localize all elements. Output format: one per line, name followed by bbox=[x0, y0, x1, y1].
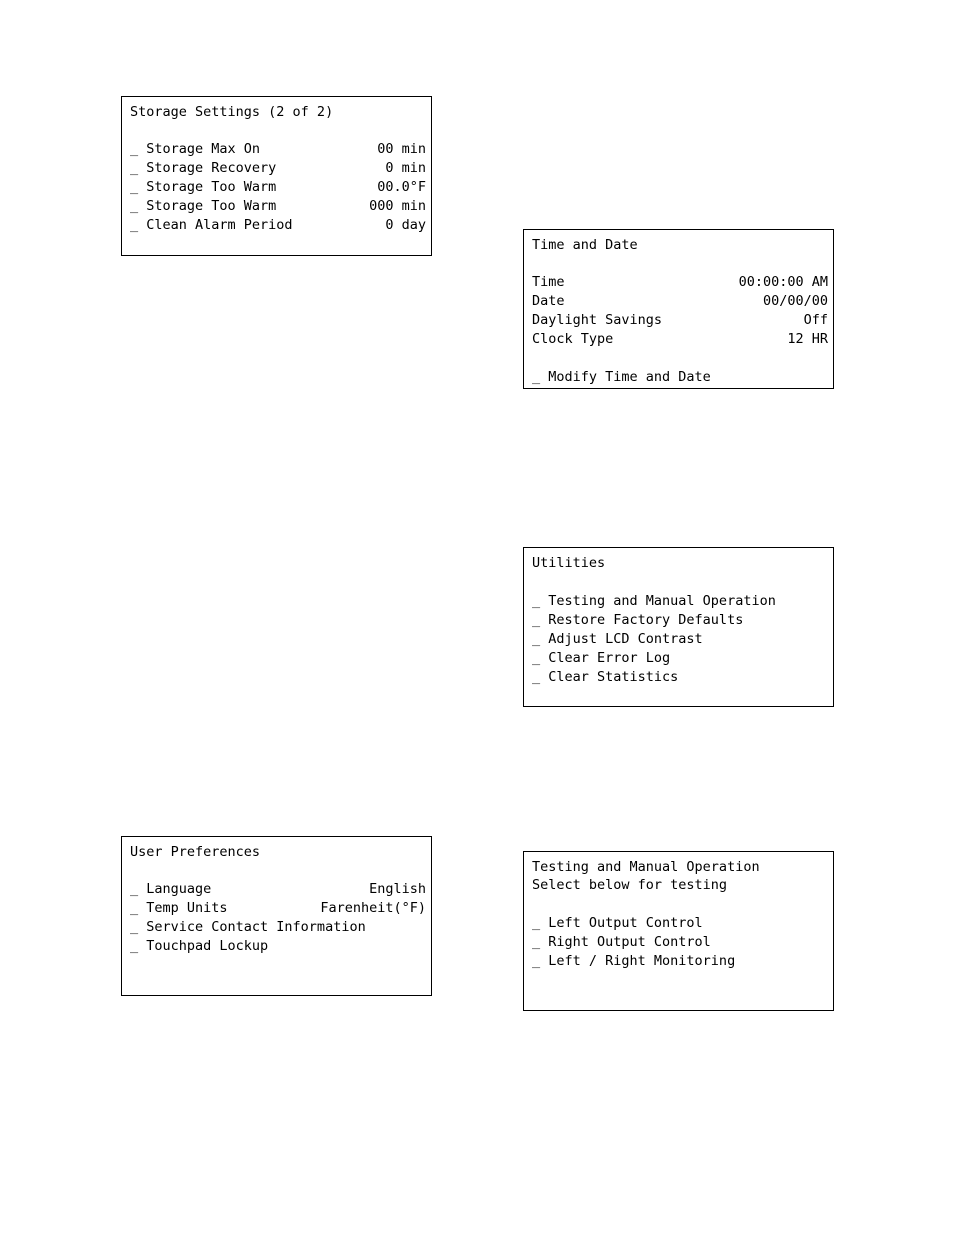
service-contact-information-item[interactable] bbox=[130, 918, 426, 937]
daylight-savings-row bbox=[532, 311, 828, 330]
menu-item-label: _ Modify Time and Date bbox=[532, 369, 711, 385]
row-value: Farenheit(°F) bbox=[320, 900, 426, 916]
screen-title bbox=[532, 236, 828, 255]
screen-title bbox=[130, 103, 426, 122]
modify-time-and-date-item[interactable] bbox=[532, 368, 828, 387]
row-label: _ Storage Too Warm bbox=[130, 198, 277, 214]
testing-and-manual-operation-screen bbox=[523, 851, 834, 1011]
row-label: _ Clean Alarm Period bbox=[130, 217, 293, 233]
row-value: 0 min bbox=[385, 160, 426, 176]
row-label: _ Storage Recovery bbox=[130, 160, 277, 176]
menu-item-label: _ Right Output Control bbox=[532, 934, 711, 950]
row-label: _ Storage Too Warm bbox=[130, 179, 277, 195]
utilities-screen bbox=[523, 547, 834, 707]
screen-title bbox=[532, 554, 828, 573]
clear-statistics-item[interactable] bbox=[532, 668, 828, 687]
row-label: _ Temp Units bbox=[130, 900, 228, 916]
row-label: Time bbox=[532, 274, 565, 290]
language-row[interactable] bbox=[130, 880, 426, 899]
screen-subtitle bbox=[532, 876, 828, 895]
row-value: Off bbox=[803, 312, 828, 328]
menu-item-label: _ Adjust LCD Contrast bbox=[532, 631, 703, 647]
storage-max-on-row[interactable] bbox=[130, 140, 426, 159]
menu-item-label: _ Left Output Control bbox=[532, 915, 703, 931]
screen-title-text: Time and Date bbox=[532, 237, 638, 253]
time-row bbox=[532, 273, 828, 292]
touchpad-lockup-item[interactable] bbox=[130, 937, 426, 956]
row-label: _ Language bbox=[130, 881, 212, 897]
left-output-control-item[interactable] bbox=[532, 914, 828, 933]
menu-item-label: _ Restore Factory Defaults bbox=[532, 612, 744, 628]
row-value: 00/00/00 bbox=[762, 293, 828, 309]
row-label: Clock Type bbox=[532, 331, 614, 347]
screen-title-text: Utilities bbox=[532, 555, 606, 571]
storage-recovery-row[interactable] bbox=[130, 159, 426, 178]
adjust-lcd-contrast-item[interactable] bbox=[532, 630, 828, 649]
screen-title-text: User Preferences bbox=[130, 844, 261, 860]
row-value: 00 min bbox=[377, 141, 426, 157]
menu-item-label: _ Clear Statistics bbox=[532, 669, 679, 685]
screen-subtitle-text: Select below for testing bbox=[532, 877, 728, 893]
storage-too-warm-temp-row[interactable] bbox=[130, 178, 426, 197]
row-value: 000 min bbox=[369, 198, 426, 214]
clock-type-row bbox=[532, 330, 828, 349]
menu-item-label: _ Testing and Manual Operation bbox=[532, 593, 776, 609]
date-row bbox=[532, 292, 828, 311]
clear-error-log-item[interactable] bbox=[532, 649, 828, 668]
screen-title-text: Testing and Manual Operation bbox=[532, 859, 760, 875]
row-value: 00:00:00 AM bbox=[738, 274, 828, 290]
temp-units-row[interactable] bbox=[130, 899, 426, 918]
restore-factory-defaults-item[interactable] bbox=[532, 611, 828, 630]
menu-item-label: _ Clear Error Log bbox=[532, 650, 671, 666]
screen-title bbox=[130, 843, 426, 862]
time-and-date-screen bbox=[523, 229, 834, 389]
row-value: 12 HR bbox=[787, 331, 828, 347]
user-preferences-screen bbox=[121, 836, 432, 996]
menu-item-label: _ Service Contact Information bbox=[130, 919, 366, 935]
row-label: Date bbox=[532, 293, 565, 309]
storage-settings-screen bbox=[121, 96, 432, 256]
row-value: 00.0°F bbox=[377, 179, 426, 195]
screen-title-text: Storage Settings (2 of 2) bbox=[130, 104, 334, 120]
left-right-monitoring-item[interactable] bbox=[532, 952, 828, 971]
testing-and-manual-operation-item[interactable] bbox=[532, 592, 828, 611]
right-output-control-item[interactable] bbox=[532, 933, 828, 952]
row-label: Daylight Savings bbox=[532, 312, 663, 328]
row-label: _ Storage Max On bbox=[130, 141, 261, 157]
row-value: 0 day bbox=[385, 217, 426, 233]
row-value: English bbox=[369, 881, 426, 897]
screen-title bbox=[532, 858, 828, 877]
storage-too-warm-time-row[interactable] bbox=[130, 197, 426, 216]
menu-item-label: _ Touchpad Lockup bbox=[130, 938, 269, 954]
menu-item-label: _ Left / Right Monitoring bbox=[532, 953, 736, 969]
clean-alarm-period-row[interactable] bbox=[130, 216, 426, 235]
